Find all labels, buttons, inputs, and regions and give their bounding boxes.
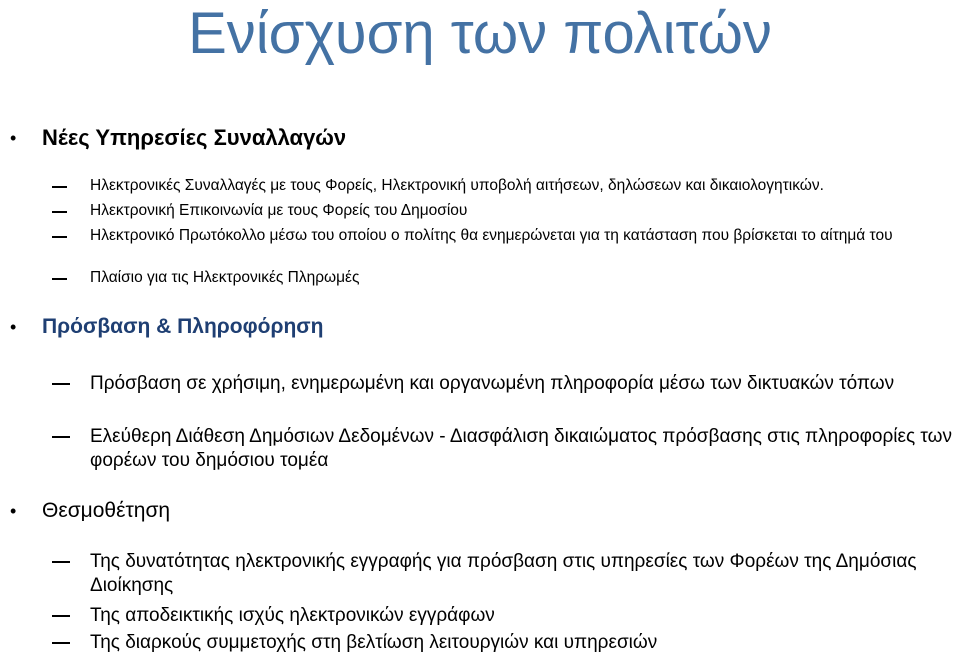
list-item-text: Της διαρκούς συμμετοχής στη βελτίωση λειτουργιών και υπηρεσιών bbox=[90, 632, 658, 653]
list-item-text: Ηλεκτρονική Επικοινωνία με τους Φορείς του Δημοσίου bbox=[90, 202, 468, 219]
dash-icon bbox=[52, 211, 67, 213]
list-item-text: Ηλεκτρονικές Συναλλαγές με τους Φορείς, Ηλεκτρονική υποβολή αιτήσεων, δηλώσεων και δικαιολογητικών. bbox=[90, 177, 824, 194]
list-item-text: Πλαίσιο για τις Ηλεκτρονικές Πληρωμές bbox=[90, 269, 360, 286]
bullet-icon: • bbox=[10, 128, 17, 148]
dash-icon bbox=[52, 615, 70, 617]
dash-icon bbox=[52, 436, 70, 438]
heading-text: Πρόσβαση & Πληροφόρηση bbox=[42, 315, 324, 338]
list-item-text: Της δυνατότητας ηλεκτρονικής εγγραφής για πρόσβαση στις υπηρεσίες των Φορέων της Δημόσιας Διοίκησης bbox=[90, 551, 917, 596]
page-title: Ενίσχυση των πολιτών bbox=[188, 1, 772, 66]
dash-icon bbox=[52, 561, 70, 563]
list-item-text: Ελεύθερη Διάθεση Δημόσιων Δεδομένων - Διασφάλιση δικαιώματος πρόσβασης στις πληροφορίες των φορέων του δημόσιου τομέα bbox=[90, 426, 952, 471]
list-item-text: Ηλεκτρονικό Πρωτόκολλο μέσω του οποίου ο πολίτης θα ενημερώνεται για τη κατάσταση που βρίσκεται το αίτημά του bbox=[90, 227, 893, 244]
dash-icon bbox=[52, 236, 67, 238]
heading-text: Θεσμοθέτηση bbox=[42, 499, 171, 522]
dash-icon bbox=[52, 383, 70, 385]
heading-text: Νέες Υπηρεσίες Συναλλαγών bbox=[42, 125, 347, 150]
dash-icon bbox=[52, 642, 70, 644]
dash-icon bbox=[52, 186, 67, 188]
dash-icon bbox=[52, 278, 67, 280]
list-item-text: Της αποδεικτικής ισχύς ηλεκτρονικών εγγράφων bbox=[90, 605, 495, 626]
bullet-icon: • bbox=[10, 317, 17, 337]
list-item-text: Πρόσβαση σε χρήσιμη, ενημερωμένη και οργανωμένη πληροφορία μέσω των δικτυακών τόπων bbox=[90, 373, 895, 394]
bullet-icon: • bbox=[10, 501, 17, 521]
